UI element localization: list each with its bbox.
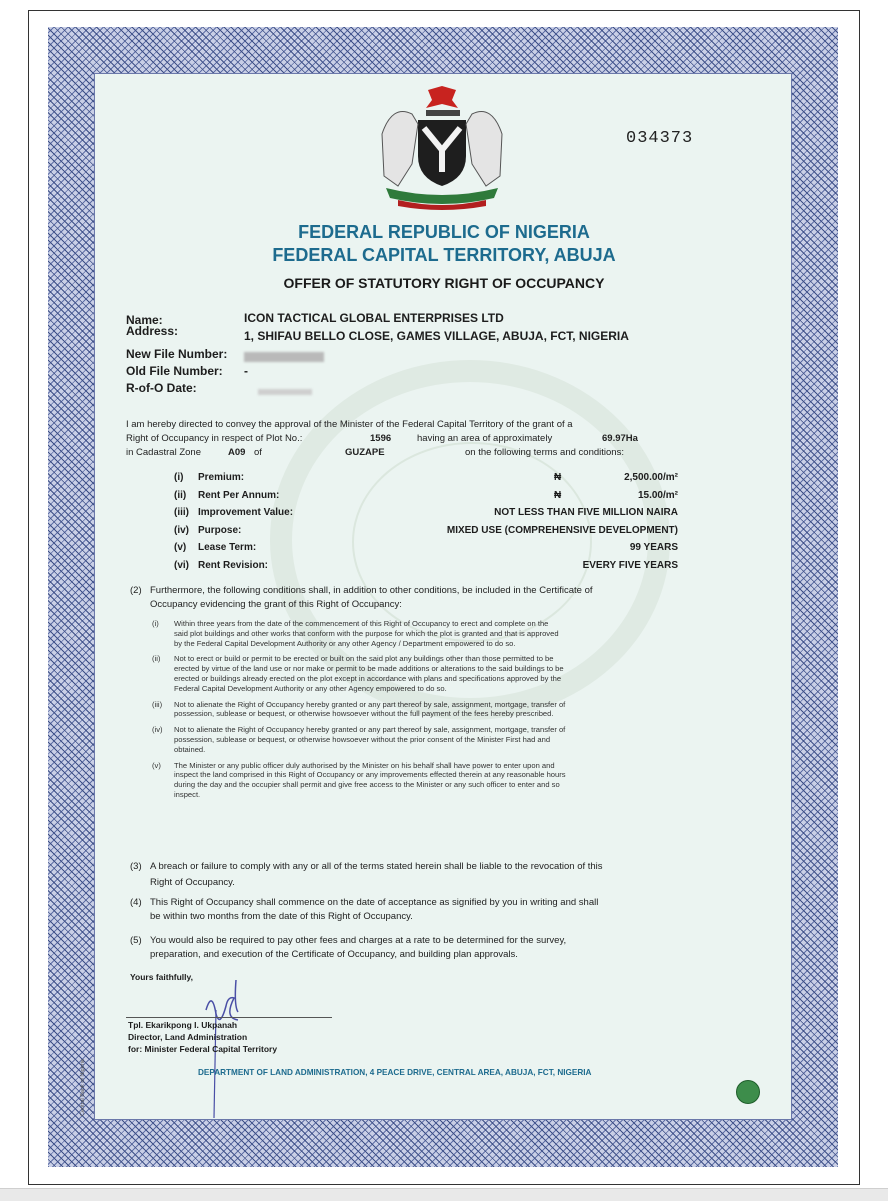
footer-address: DEPARTMENT OF LAND ADMINISTRATION, 4 PEACE DRIVE, CENTRAL AREA, ABUJA, FCT, NIGERIA: [198, 1068, 592, 1077]
condition-line: Not to alienate the Right of Occupancy hereby granted or any part thereof by sale, assignment, mortgage, transfer of: [174, 725, 566, 735]
term-label: Rent Per Annum:: [198, 489, 280, 501]
viewer-bottom-bar: [0, 1188, 888, 1201]
intro-line-2-prefix: Right of Occupancy in respect of Plot No.:: [126, 433, 303, 444]
signatory-title: Director, Land Administration: [128, 1032, 248, 1042]
clause-2-conditions: [152, 619, 738, 806]
clause-3-line-1: A breach or failure to comply with any or all of the terms stated herein shall be liable to the revocation of this: [150, 861, 603, 872]
condition-line: Within three years from the date of the commencement of this Right of Occupancy to erect and complete on the: [174, 619, 549, 628]
term-value: EVERY FIVE YEARS: [582, 559, 678, 571]
condition-number: (iii): [152, 699, 163, 709]
term-number: (vi): [174, 559, 189, 571]
condition-line: Federal Capital Development Authority or any other Agency empowered to do so.: [174, 683, 447, 693]
new-file-label: New File Number:: [126, 347, 228, 361]
condition-line: possession, sublease or bequest, or otherwise howsoever without the prior consent of the Minister First had and: [174, 734, 551, 744]
terms-list: [174, 472, 678, 577]
condition-number: (v): [152, 760, 161, 770]
clause-4-line-1: This Right of Occupancy shall commence on the date of acceptance as signified by you in writing and shall: [150, 897, 599, 908]
term-label: Purpose:: [198, 524, 242, 536]
new-file-redacted: [244, 348, 324, 366]
condition-item: [152, 700, 738, 720]
term-row: [174, 560, 678, 578]
coat-of-arms-emblem: [368, 84, 516, 210]
intro-line-3-prefix: in Cadastral Zone: [126, 447, 201, 458]
condition-line: obtained.: [174, 744, 206, 754]
address-label: Address:: [126, 324, 179, 338]
term-row: [174, 490, 678, 508]
serial-number: 034373: [626, 129, 694, 148]
condition-line: during the day and the occupier shall permit and give free access to the Minister or any such officer to enter and so: [174, 780, 560, 790]
district-name: GUZAPE: [345, 447, 385, 458]
condition-line: The Minister or any public officer duly authorised by the Minister on his behalf shall have power to enter upon and: [174, 760, 555, 770]
condition-number: (iv): [152, 725, 163, 735]
signatory-for: for: Minister Federal Capital Territory: [128, 1044, 278, 1054]
condition-line: Not to alienate the Right of Occupancy hereby granted or any part thereof by sale, assignment, mortgage, transfer of: [174, 699, 566, 709]
clause-2-line-1: Furthermore, the following conditions shall, in addition to other conditions, be included in the Certificate of: [150, 585, 593, 596]
intro-line-1: I am hereby directed to convey the approval of the Minister of the Federal Capital Territory of the grant of a: [126, 419, 573, 430]
document-title: OFFER OF STATUTORY RIGHT OF OCCUPANCY: [283, 275, 605, 291]
clause-4-line-2: be within two months from the date of this Right of Occupancy.: [150, 911, 413, 922]
cadastral-zone: A09: [228, 447, 246, 458]
rofo-date-label: R-of-O Date:: [126, 381, 197, 395]
term-value: 15.00/m²: [637, 489, 678, 501]
clause-5-number: (5): [130, 935, 142, 946]
condition-line: erected by virtue of the land use or nor make or permit to be made additions or alterations to the said buildings to be: [174, 664, 564, 674]
signatory-name: Tpl. Ekarikpong I. Ukpanah: [128, 1020, 238, 1030]
name-label: Name:: [126, 313, 163, 327]
term-row: [174, 472, 678, 490]
header-territory: FEDERAL CAPITAL TERRITORY, ABUJA: [272, 245, 616, 265]
signature-line: [126, 1017, 332, 1018]
intro-line-3-of: of: [254, 447, 262, 458]
term-number: (iv): [174, 524, 189, 536]
term-label: Rent Revision:: [198, 559, 269, 571]
naira-icon: ₦: [554, 489, 562, 501]
header-country: FEDERAL REPUBLIC OF NIGERIA: [298, 222, 590, 242]
term-label: Premium:: [198, 472, 245, 483]
intro-line-3-suffix: on the following terms and conditions:: [465, 447, 624, 458]
condition-line: inspect.: [174, 789, 201, 799]
term-row: [174, 525, 678, 543]
plot-number: 1596: [370, 433, 392, 444]
rofo-date-redacted: [258, 383, 312, 401]
plot-area: 69.97Ha: [602, 433, 638, 444]
condition-number: (i): [152, 619, 159, 628]
clause-2-line-2: Occupancy evidencing the grant of this Right of Occupancy:: [150, 599, 402, 610]
term-value: NOT LESS THAN FIVE MILLION NAIRA: [494, 507, 678, 518]
term-label: Lease Term:: [198, 542, 257, 553]
intro-line-2-mid: having an area of approximately: [417, 433, 553, 444]
clause-3-number: (3): [130, 861, 142, 872]
condition-item: [152, 654, 738, 693]
condition-line: possession, sublease or bequest, or otherwise howsoever without the full payment of the fees hereby prescribed.: [174, 709, 554, 719]
condition-line: erected or buildings already erected on the plot except in accordance with plans and specifications approved by the: [174, 673, 562, 683]
condition-number: (ii): [152, 654, 161, 664]
clause-3-line-2: Right of Occupancy.: [150, 877, 235, 888]
term-value: 2,500.00/m²: [624, 472, 678, 483]
term-row: [174, 507, 678, 525]
closing-salutation: Yours faithfully,: [130, 972, 193, 982]
condition-line: said plot buildings and other works that conform with the purpose for which the plot is granted and that is approved: [174, 628, 559, 638]
condition-line: Not to erect or build or permit to be erected or built on the said plot any buildings other than those permitted to be: [174, 654, 554, 664]
side-print: [80, 1106, 86, 1116]
term-number: (v): [174, 542, 187, 553]
clause-5-line-1: You would also be required to pay other fees and charges at a rate to be determined for the survey,: [150, 935, 567, 946]
term-value: 99 YEARS: [629, 542, 678, 553]
condition-line: by the Federal Capital Development Authority or any other Agency / Department empowered to do so.: [174, 638, 516, 648]
clause-5-line-2: preparation, and execution of the Certificate of Occupancy, and building plan approvals.: [150, 949, 518, 960]
term-label: Improvement Value:: [198, 507, 294, 518]
term-number: (i): [174, 472, 184, 483]
name-value: ICON TACTICAL GLOBAL ENTERPRISES LTD: [244, 311, 504, 325]
condition-item: [152, 761, 738, 800]
old-file-label: Old File Number:: [126, 364, 223, 378]
condition-item: [152, 725, 738, 754]
clause-2-number: (2): [130, 585, 142, 596]
term-number: (iii): [174, 507, 189, 518]
security-hologram-icon: [736, 1080, 760, 1104]
term-number: (ii): [174, 489, 187, 501]
old-file-value: -: [244, 364, 248, 378]
condition-line: inspect the land comprised in this Right of Occupancy or any improvements effected therein at any reasonable hours: [174, 770, 566, 780]
term-row: [174, 542, 678, 560]
term-value: MIXED USE (COMPREHENSIVE DEVELOPMENT): [446, 524, 678, 536]
side-print-holder: [100, 1064, 110, 1120]
address-value: 1, SHIFAU BELLO CLOSE, GAMES VILLAGE, ABUJA, FCT, NIGERIA: [244, 329, 629, 343]
condition-item: [152, 619, 738, 648]
naira-icon: ₦: [554, 472, 562, 483]
clause-4-number: (4): [130, 897, 142, 908]
